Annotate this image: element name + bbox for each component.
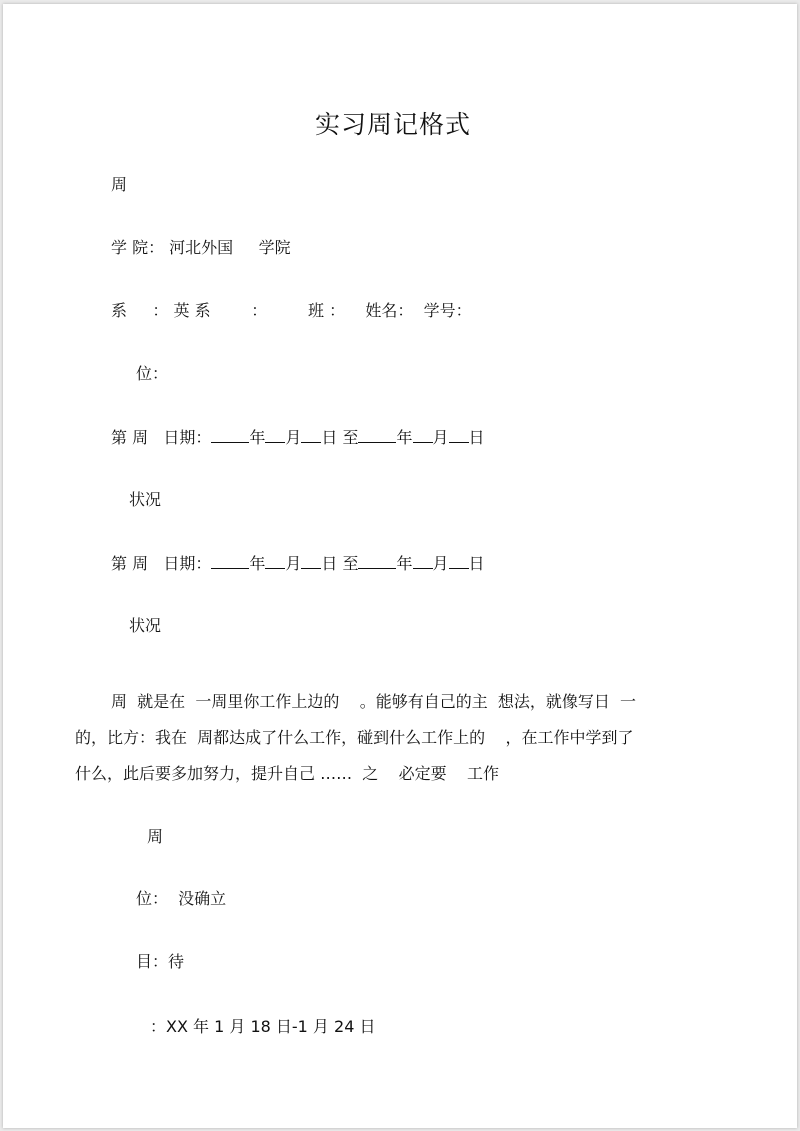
- month-label: 月: [432, 554, 449, 573]
- year-blank: [358, 553, 396, 569]
- year-blank: [358, 427, 396, 443]
- department-line: 系 ： 英 系 ： 班 ： 姓名： 学号：: [111, 301, 472, 320]
- sample-position: 位： 没确立: [136, 889, 227, 908]
- day-label: 日: [468, 428, 485, 447]
- month-blank: [265, 427, 285, 443]
- paragraph-line: 什么，此后要多加努力，提升自己 …… 之 必定要 工作: [75, 764, 499, 783]
- month-blank: [265, 553, 285, 569]
- paragraph-line: 周 就是在 一周里你工作上边的 。能够有自己的主 想法，就像写日 一: [111, 692, 637, 711]
- position-line: 位：: [136, 364, 169, 383]
- college-line: 学 院： 河北外国 学院: [111, 238, 291, 257]
- day-blank: [301, 427, 321, 443]
- status-label: 状况: [129, 490, 162, 509]
- year-blank: [211, 427, 249, 443]
- day-blank: [449, 427, 469, 443]
- paragraph-line: 的，比方：我在 周都达成了什么工作，碰到什么工作上的 ，在工作中学到了: [75, 728, 634, 747]
- week-date-label: 第 周 日期：: [111, 554, 212, 573]
- day-to-label: 日 至: [321, 554, 359, 573]
- month-blank: [413, 553, 433, 569]
- year-label: 年: [249, 428, 266, 447]
- document-title: 实习周记格式: [314, 110, 471, 139]
- sample-week: 周: [147, 827, 164, 846]
- day-label: 日: [468, 554, 485, 573]
- date-range-line: [111, 553, 485, 574]
- year-label: 年: [249, 554, 266, 573]
- sample-date: ：XX 年 1 月 18 日-1 月 24 日: [150, 1017, 376, 1036]
- sample-target: 目：待: [136, 952, 185, 971]
- month-label: 月: [285, 554, 302, 573]
- day-blank: [301, 553, 321, 569]
- year-label: 年: [396, 428, 413, 447]
- year-label: 年: [396, 554, 413, 573]
- week-label: 周: [111, 175, 128, 194]
- document-page: [3, 4, 797, 1128]
- date-range-line: [111, 427, 485, 448]
- day-to-label: 日 至: [321, 428, 359, 447]
- month-blank: [413, 427, 433, 443]
- month-label: 月: [285, 428, 302, 447]
- month-label: 月: [432, 428, 449, 447]
- day-blank: [449, 553, 469, 569]
- week-date-label: 第 周 日期：: [111, 428, 212, 447]
- year-blank: [211, 553, 249, 569]
- status-label: 状况: [129, 616, 162, 635]
